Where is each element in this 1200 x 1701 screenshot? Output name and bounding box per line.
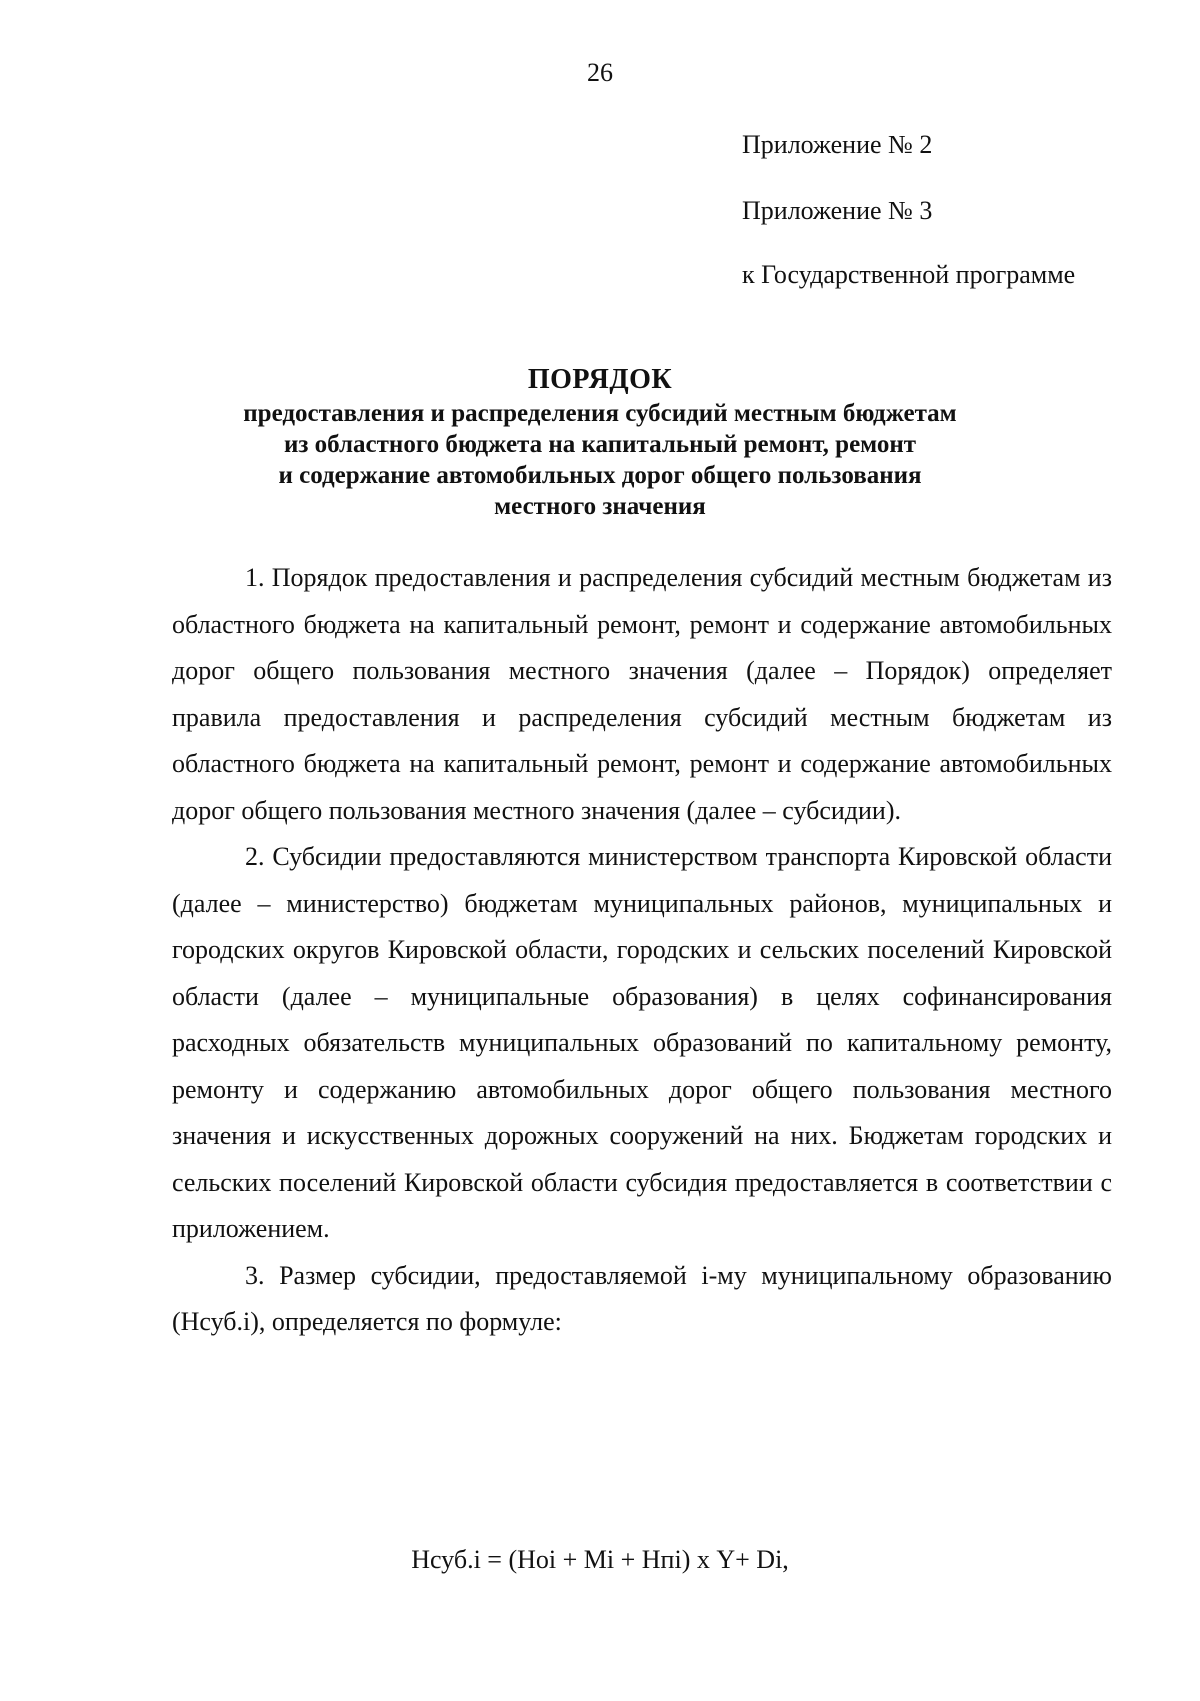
- paragraph-3: 3. Размер субсидии, предоставляемой i-му муниципальному образованию (Нсуб.i), определяется по формуле:: [172, 1260, 1112, 1336]
- body-text: [172, 555, 1112, 1346]
- paragraph-2: 2. Субсидии предоставляются министерством транспорта Кировской области (далее – министерство) бюджетам муниципальных районов, муниципальных и городских округов Кировской области, городских и сельских поселений Кировской области (далее – муниципальные образования) в целях софинансирования расходных обязательств муниципальных образований по капитальному ремонту, ремонту и содержанию автомобильных дорог общего пользования местного значения и искусственных дорожных сооружений на них. Бюджетам городских и сельских поселений Кировской области субсидия предоставляется в соответствии с приложением.: [172, 842, 1112, 1243]
- paragraph-1: 1. Порядок предоставления и распределения субсидий местным бюджетам из областного бюджета на капитальный ремонт, ремонт и содержание автомобильных дорог общего пользования местного значения (далее – Порядок) определяет правила предоставления и распределения субсидий местным бюджетам из областного бюджета на капитальный ремонт, ремонт и содержание автомобильных дорог общего пользования местного значения (далее – субсидии).: [172, 563, 1112, 825]
- title-line-3: и содержание автомобильных дорог общего пользования: [278, 462, 922, 489]
- title-line-2: из областного бюджета на капитальный ремонт, ремонт: [283, 431, 917, 458]
- appendix-line-1: Приложение № 2: [742, 130, 933, 159]
- formula: Нсуб.i = (Нoi + Мi + Нпi) х Y+ Di,: [411, 1545, 789, 1574]
- title-main: ПОРЯДОК: [527, 364, 673, 395]
- appendix-line-2: Приложение № 3: [742, 196, 933, 225]
- title-line-1: предоставления и распределения субсидий местным бюджетам: [243, 400, 957, 427]
- page-number: 26: [587, 58, 613, 87]
- title-line-4: местного значения: [494, 493, 706, 520]
- document-title: [160, 362, 1040, 522]
- appendix-line-3: к Государственной программе: [742, 260, 1076, 289]
